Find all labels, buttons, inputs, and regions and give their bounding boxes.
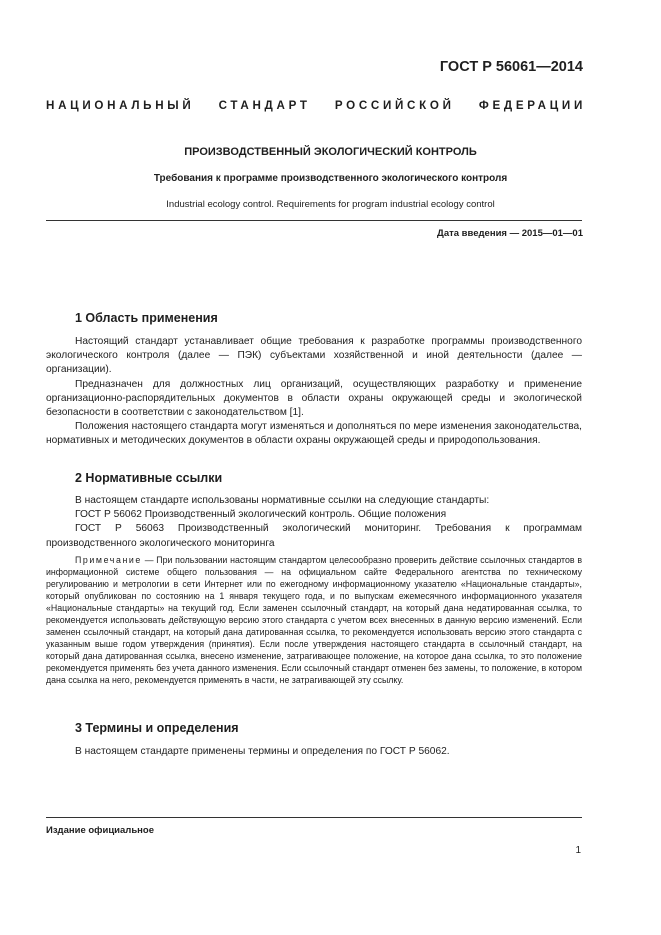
paragraph: Настоящий стандарт устанавливает общие требования к разработке программы производственного экологического контроля (далее — ПЭК) субъектами хозяйственной и иной деятельности (далее — организации). [46,336,582,376]
note-block [46,554,582,686]
edition-label: Издание официальное [46,825,154,836]
paragraph: Положения настоящего стандарта могут изменяться и дополняться по мере изменения законодательства, нормативных и методических документов в области охраны окружающей среды и природопользования. [46,421,582,447]
document-title-english: Industrial ecology control. Requirements for program industrial ecology control [166,199,495,210]
document-subtitle: Требования к программе производственного экологического контроля [153,173,508,184]
paragraph: В настоящем стандарте использованы нормативные ссылки на следующие стандарты: [75,495,490,506]
national-standard-heading: НАЦИОНАЛЬНЫЙ СТАНДАРТ РОССИЙСКОЙ ФЕДЕРАЦИИ [46,99,586,112]
introduction-date: Дата введения — 2015—01—01 [437,228,583,239]
section-heading-normative-references: 2 Нормативные ссылки [75,471,223,485]
section-body-scope [46,335,582,449]
section-body-terms [46,745,582,759]
reference-item: ГОСТ Р 56062 Производственный экологический контроль. Общие положения [75,509,447,521]
paragraph: В настоящем стандарте применены термины и определения по ГОСТ Р 56062. [75,746,450,757]
note-label: Примечание [75,555,142,565]
reference-item: ГОСТ Р 56063 Производственный экологический мониторинг. Требования к программам производственного экологического мониторинга [46,523,582,549]
page-number: 1 [575,845,581,856]
paragraph: Предназначен для должностных лиц организаций, осуществляющих разработку и применение организационно-распорядительных документов в области охраны окружающей среды и экологической безопасности в соответствии с законодательством [1]. [46,378,582,419]
note-text: — При пользовании настоящим стандартом целесообразно проверить действие ссылочных стандартов в информационной системе общего пользования — на официальном сайте Федерального агентства по техническому регулированию и метрологии в сети Интернет или по ежегодному информационному указателю «Национальные стандарты», который опубликован по состоянию на 1 января текущего года, и по выпускам ежемесячного информационного указателя «Национальные стандарты» на текущий год. Если заменен ссылочный стандарт, на который дана недатированная ссылка, то рекомендуется использовать действующую версию этого стандарта с учетом всех внесенных в данную версию изменений. Если заменен ссылочный стандарт, на который дана датированная ссылка, то рекомендуется использовать версию этого стандарта с указанным выше годом утверждения (принятия). Если после утверждения настоящего стандарта в ссылочный стандарт, на который дана датированная ссылка, внесено изменение, затрагивающее положение, на которое дана ссылка, то это положение рекомендуется применять без учета данного изменения. Если ссылочный стандарт отменен без замены, то положение, в котором дана ссылка на него, рекомендуется применять в части, не затрагивающей эту ссылку. [46,555,582,685]
note-paragraph [46,554,582,686]
document-title: ПРОИЗВОДСТВЕННЫЙ ЭКОЛОГИЧЕСКИЙ КОНТРОЛЬ [184,146,477,158]
gost-code: ГОСТ Р 56061—2014 [439,59,583,75]
section-heading-scope: 1 Область применения [75,311,218,325]
divider-bottom [46,817,582,818]
section-body-normative-references [46,494,582,551]
section-heading-terms: 3 Термины и определения [75,721,239,735]
divider-top [46,220,582,221]
